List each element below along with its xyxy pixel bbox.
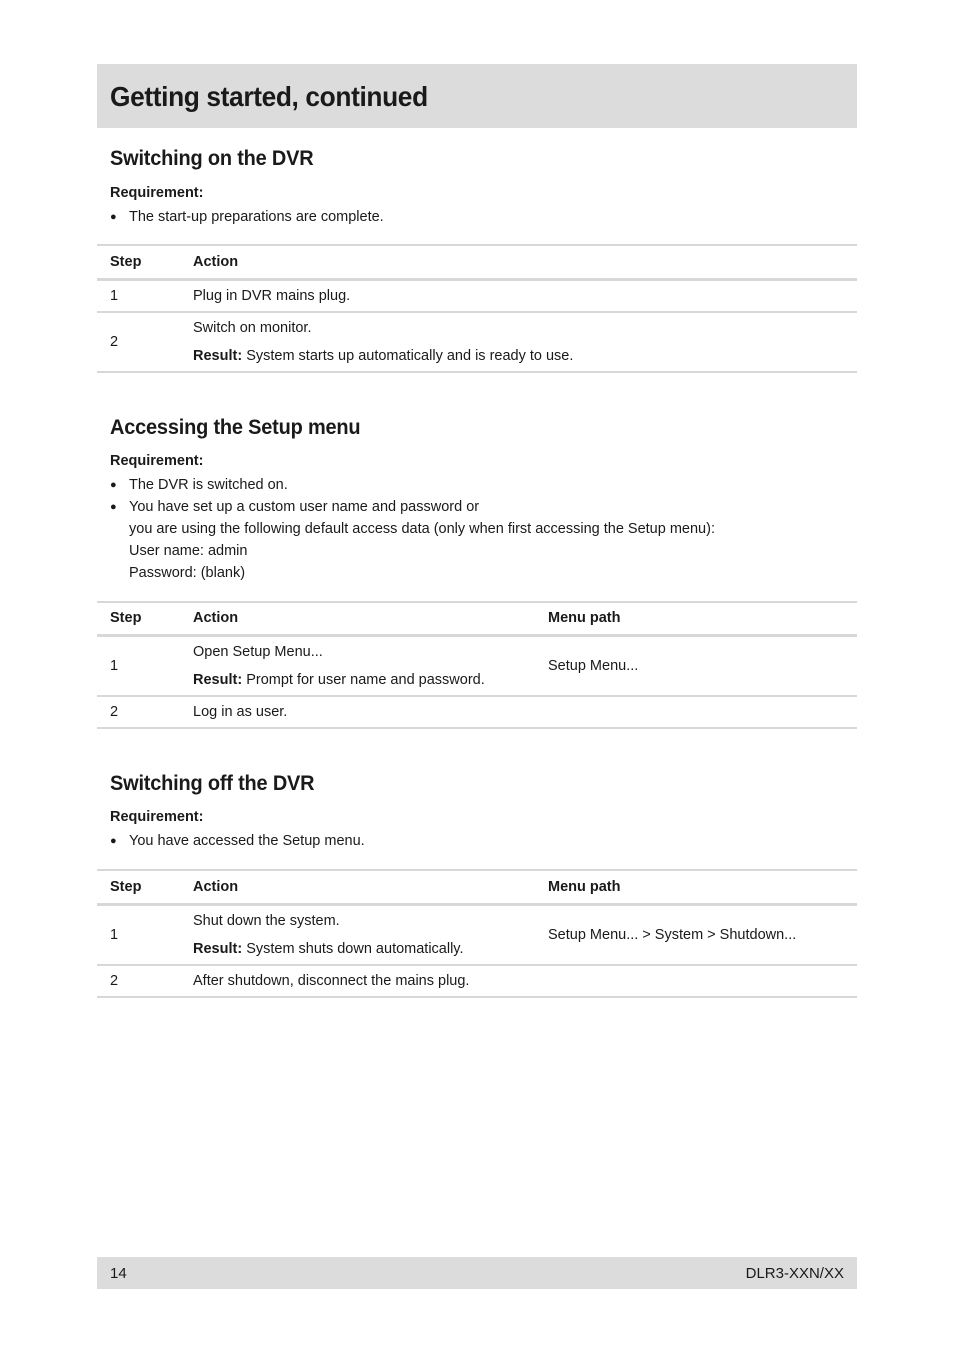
section-heading: Switching on the DVR: [110, 147, 314, 170]
header-menu-path: Menu path: [535, 870, 857, 904]
step-action-cell: [180, 636, 535, 697]
steps-table-accessing-setup: [97, 601, 857, 730]
table-row: [97, 696, 857, 728]
requirement-item: [110, 830, 857, 852]
requirement-text: You have set up a custom user name and password or: [129, 498, 480, 515]
bullet-icon: ●: [110, 835, 117, 847]
header-action: Action: [180, 870, 535, 904]
menu-path: Setup Menu...: [535, 636, 857, 697]
bullet-icon: ●: [110, 500, 117, 513]
bullet-icon: ●: [110, 478, 117, 491]
section-switching-off: [97, 772, 857, 852]
section-switching-on: [97, 147, 857, 228]
section-accessing-setup: [97, 416, 857, 584]
step-number: 2: [97, 696, 180, 728]
step-number: 1: [97, 279, 180, 312]
page-title: Getting started, continued: [110, 81, 428, 112]
title-bar: [97, 64, 857, 128]
requirement-text: The start-up preparations are complete.: [129, 209, 384, 225]
step-result: [193, 342, 857, 370]
page-footer: [97, 1257, 857, 1289]
header-action: Action: [180, 245, 857, 279]
steps-table-switching-off: [97, 869, 857, 998]
requirement-text: You have accessed the Setup menu.: [129, 833, 365, 849]
table-header-row: [97, 870, 857, 904]
steps-table-switching-on: [97, 244, 857, 373]
table-header-row: [97, 602, 857, 636]
result-text: Prompt for user name and password.: [246, 672, 485, 688]
requirement-item: [110, 496, 857, 584]
requirement-list: [110, 206, 857, 228]
step-number: 1: [97, 636, 180, 697]
bullet-icon: ●: [110, 211, 117, 223]
result-label: Result:: [193, 940, 243, 957]
menu-path: Setup Menu... > System > Shutdown...: [535, 904, 857, 965]
page: [97, 64, 857, 998]
step-action: Switch on monitor.: [193, 319, 312, 336]
menu-path: [535, 696, 857, 728]
step-action-cell: [180, 312, 857, 372]
step-action: Open Setup Menu...: [193, 644, 323, 660]
header-step: Step: [97, 870, 180, 904]
requirement-item: [110, 206, 857, 228]
result-label: Result:: [193, 672, 243, 688]
requirement-label: Requirement:: [110, 185, 204, 201]
step-action: Plug in DVR mains plug.: [180, 279, 857, 312]
table-row: [97, 636, 857, 697]
table-header-row: [97, 245, 857, 279]
step-result: [193, 935, 535, 963]
header-action: Action: [180, 602, 535, 636]
requirement-list: [110, 474, 857, 584]
step-action: After shutdown, disconnect the mains plug.: [180, 965, 535, 997]
requirement-label: Requirement:: [110, 809, 204, 825]
requirement-text: you are using the following default access data (only when first accessing the Setup menu):: [129, 520, 715, 537]
section-heading: Switching off the DVR: [110, 772, 315, 795]
requirement-text: The DVR is switched on.: [129, 476, 288, 493]
result-text: System starts up automatically and is ready to use.: [246, 347, 574, 364]
header-step: Step: [97, 245, 180, 279]
header-step: Step: [97, 602, 180, 636]
step-number: 2: [97, 965, 180, 997]
result-label: Result:: [193, 347, 243, 364]
section-heading: Accessing the Setup menu: [110, 415, 361, 439]
default-password: Password: (blank): [129, 564, 246, 581]
table-row: [97, 904, 857, 965]
menu-path: [535, 965, 857, 997]
step-action-cell: [180, 904, 535, 965]
step-number: 1: [97, 904, 180, 965]
header-menu-path: Menu path: [535, 602, 857, 636]
step-result: [193, 666, 535, 694]
result-text: System shuts down automatically.: [246, 940, 464, 957]
requirement-item: [110, 474, 857, 496]
table-row: [97, 279, 857, 312]
requirement-label: Requirement:: [110, 452, 204, 469]
page-number: 14: [110, 1264, 127, 1282]
model-number: DLR3-XXN/XX: [745, 1264, 844, 1282]
table-row: [97, 312, 857, 372]
table-row: [97, 965, 857, 997]
step-number: 2: [97, 312, 180, 372]
step-action: Shut down the system.: [193, 912, 340, 929]
step-action: Log in as user.: [180, 696, 535, 728]
requirement-list: [110, 830, 857, 852]
default-username: User name: admin: [129, 542, 248, 559]
